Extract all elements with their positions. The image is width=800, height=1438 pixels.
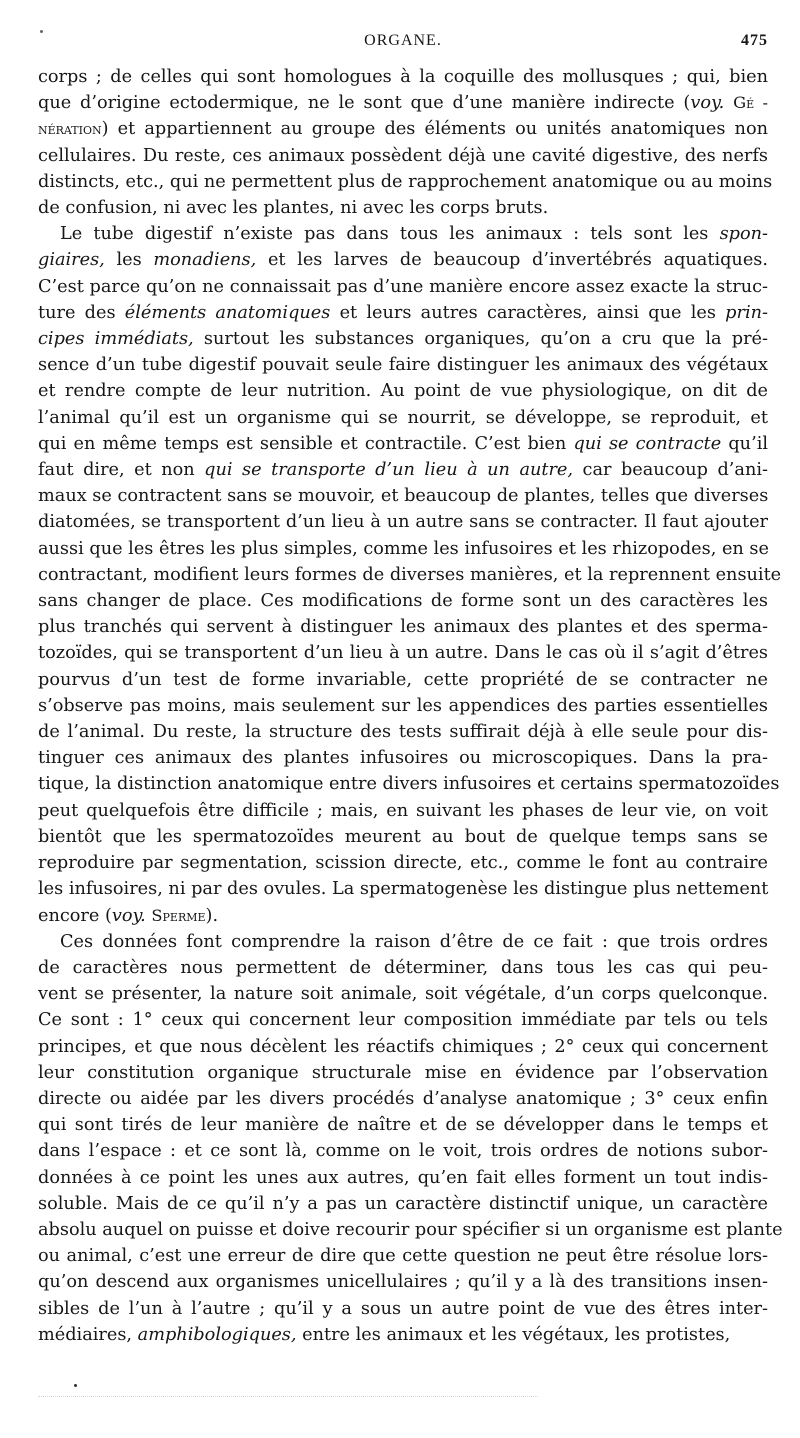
text-run: absolu auquel on puisse et doive recourir pour spécifier si un organisme est plante — [38, 1219, 783, 1240]
text-run: pourvus d’un test de forme invariable, cette propriété de se contracter ne — [38, 669, 768, 690]
italic-run: qui se transporte d’un lieu à un autre, — [204, 460, 574, 481]
italic-run: éléments anatomiques — [124, 302, 331, 323]
text-line — [38, 903, 768, 929]
text-line — [38, 326, 768, 352]
italic-run: spon- — [719, 224, 768, 245]
text-run: aussi que les êtres les plus simples, comme les infusoires et les rhizopodes, en se — [38, 538, 769, 559]
text-run: corps ; de celles qui sont homologues à la coquille des mollusques ; qui, bien — [38, 67, 768, 87]
text-line — [38, 1034, 768, 1060]
text-line — [38, 981, 768, 1007]
text-run: tinguer ces animaux des plantes infusoires ou microscopiques. Dans la pra- — [38, 748, 768, 769]
italic-run: amphibologiques, — [137, 1324, 297, 1345]
text-line — [38, 378, 768, 404]
text-run: qu’on descend aux organismes unicellulaires ; qu’il y a là des transitions insen- — [38, 1272, 768, 1293]
text-run: C’est parce qu’on ne connaissait pas d’une manière encore assez exacte la struc- — [38, 276, 768, 297]
italic-run: giaires, — [38, 250, 105, 271]
text-run: cellulaires. Du reste, ces animaux possèdent déjà une cavité digestive, des nerfs — [38, 145, 768, 166]
text-line — [38, 90, 768, 116]
text-line — [38, 640, 768, 666]
text-run: ) et appartiennent au groupe des éléments ou unités anatomiques non — [101, 119, 768, 140]
text-line — [38, 1269, 768, 1295]
text-line — [38, 300, 768, 326]
text-line — [38, 614, 768, 640]
text-run: de l’animal. Du reste, la structure des tests suffirait déjà à elle seule pour dis- — [38, 722, 768, 743]
italic-run: voy. — [111, 905, 146, 926]
text-line — [38, 405, 768, 431]
text-run: les infusoires, ni par des ovules. La spermatogenèse les distingue plus nettement — [38, 879, 769, 900]
text-line — [38, 431, 768, 457]
running-title: ORGANE. — [364, 32, 442, 49]
text-line — [38, 457, 768, 483]
italic-run: qui se contracte — [573, 433, 722, 454]
text-run: l’animal qu’il est un organisme qui se nourrit, se développe, se reproduit, et — [38, 407, 768, 428]
italic-run: cipes immédiats, — [38, 329, 194, 350]
book-page — [38, 28, 783, 1348]
text-run: plus tranchés qui servent à distinguer les animaux des plantes et des sperma- — [38, 617, 768, 638]
text-run: diatomées, se transportent d’un lieu à un autre sans se contracter. Il faut ajouter — [38, 512, 768, 533]
text-run: ). — [205, 905, 219, 926]
italic-run: voy. — [690, 93, 725, 114]
text-run: vent se présenter, la nature soit animale, soit végétale, d’un corps quelconque. — [38, 984, 768, 1005]
text-line — [38, 1060, 768, 1086]
text-run: contractant, modifient leurs formes de diverses manières, et la reprennent ensuite — [38, 564, 782, 585]
text-run: Ces données font comprendre la raison d’être de ce fait : que trois ordres — [60, 931, 768, 952]
text-run: médiaires, — [38, 1324, 138, 1345]
text-run: de confusion, ni avec les plantes, ni avec les corps bruts. — [38, 198, 549, 219]
text-line — [38, 929, 768, 955]
text-run: données à ce point les unes aux autres, qu’en fait elles forment un tout indis- — [38, 1167, 768, 1188]
text-run: leur constitution organique structurale mise en évidence par l’observation — [38, 1062, 768, 1083]
text-line — [38, 1007, 768, 1033]
text-line — [38, 955, 768, 981]
text-run: directe ou aidée par les divers procédés d’analyse anatomique ; 3° ceux enfin — [38, 1088, 768, 1109]
body-text — [38, 64, 783, 1348]
text-line — [38, 509, 768, 535]
text-run: ou animal, c’est une erreur de dire que cette question ne peut être résolue lors- — [38, 1246, 768, 1267]
text-line — [38, 64, 768, 90]
text-run: encore ( — [38, 905, 112, 926]
text-line — [38, 1322, 768, 1348]
text-run: soluble. Mais de ce qu’il n’y a pas un caractère distinctif unique, un caractère — [38, 1193, 768, 1214]
text-line — [38, 588, 768, 614]
text-line — [38, 562, 782, 588]
text-line — [38, 876, 768, 902]
text-line — [38, 798, 768, 824]
text-line — [38, 1165, 768, 1191]
italic-run: prin- — [725, 302, 768, 323]
text-line — [38, 850, 768, 876]
running-head — [38, 28, 768, 58]
small-caps-run: nération — [38, 119, 102, 139]
small-caps-run: Sperme — [151, 905, 206, 925]
text-run: reproduire par segmentation, scission directe, etc., comme le font au contraire — [38, 853, 768, 874]
text-line — [38, 195, 768, 221]
text-run: tozoïdes, qui se transportent d’un lieu à un autre. Dans le cas où il s’agit d’êtres — [38, 643, 768, 664]
text-line — [38, 1138, 768, 1164]
text-line — [38, 274, 768, 300]
text-line — [38, 719, 768, 745]
text-run: de caractères nous permettent de déterminer, dans tous les cas qui peu- — [38, 957, 768, 978]
text-run: les — [104, 250, 154, 271]
text-line — [38, 693, 768, 719]
text-run: distincts, etc., qui ne permettent plus de rapprochement anatomique ou au moins — [38, 171, 773, 192]
footer-marks — [38, 1396, 538, 1409]
text-line — [38, 221, 768, 247]
text-run: entre les animaux et les végétaux, les protistes, — [296, 1324, 731, 1345]
text-run: tique, la distinction anatomique entre divers infusoires et certains spermatozoïdes — [38, 774, 780, 795]
text-run: que d’origine ectodermique, ne le sont que d’une manière indirecte ( — [38, 93, 691, 114]
text-run: Ce sont : 1° ceux qui concernent leur composition immédiate par tels ou tels — [38, 1010, 768, 1031]
text-line — [38, 667, 768, 693]
text-line — [38, 247, 768, 273]
small-caps-run: Gé - — [733, 93, 768, 113]
text-line — [38, 352, 768, 378]
page-number: 475 — [741, 32, 768, 49]
text-run: Le tube digestif n’existe pas dans tous les animaux : tels sont les — [60, 224, 720, 245]
text-run: et rendre compte de leur nutrition. Au point de vue physiologique, on dit de — [38, 381, 768, 402]
text-run: sans changer de place. Ces modifications de forme sont un des caractères les — [38, 591, 768, 612]
text-line — [38, 824, 768, 850]
text-line — [38, 1217, 783, 1243]
text-run — [724, 93, 733, 113]
text-run: et leurs autres caractères, ainsi que les — [330, 302, 726, 323]
text-run: ture des — [38, 302, 125, 323]
text-line — [38, 1112, 768, 1138]
text-run: dans l’espace : et ce sont là, comme on le voit, trois ordres de notions subor- — [38, 1141, 768, 1162]
text-line — [38, 536, 768, 562]
text-run: peut quelquefois être difficile ; mais, en suivant les phases de leur vie, on voit — [38, 800, 768, 821]
ink-dot — [74, 1384, 77, 1387]
text-run: et les larves de beaucoup d’invertébrés aquatiques. — [256, 250, 768, 271]
text-line — [38, 745, 768, 771]
text-run: faut dire, et non — [38, 460, 205, 481]
italic-run: monadiens, — [153, 250, 257, 271]
text-run: qu’il — [721, 433, 769, 454]
text-line — [38, 143, 768, 169]
text-line — [38, 1296, 768, 1322]
text-run: principes, et que nous décèlent les réactifs chimiques ; 2° ceux qui concernent — [38, 1036, 768, 1057]
text-line — [38, 1191, 768, 1217]
text-line — [38, 1243, 768, 1269]
text-run: maux se contractent sans se mouvoir, et beaucoup de plantes, telles que diverses — [38, 486, 769, 507]
text-run: qui en même temps est sensible et contractile. C’est bien — [38, 433, 574, 454]
text-line — [38, 116, 768, 142]
text-run: bientôt que les spermatozoïdes meurent au bout de quelque temps sans se — [38, 826, 768, 847]
text-run: surtout les substances organiques, qu’on a cru que la pré- — [193, 329, 768, 350]
text-run: car beaucoup d’ani- — [573, 460, 768, 481]
text-line — [38, 1086, 768, 1112]
text-line — [38, 483, 768, 509]
text-run: s’observe pas moins, mais seulement sur les appendices des parties essentielles — [38, 695, 768, 716]
text-run: sibles de l’un à l’autre ; qu’il y a sous un autre point de vue des êtres inter- — [38, 1298, 768, 1319]
text-run: sence d’un tube digestif pouvait seule faire distinguer les animaux des végétaux — [38, 355, 768, 376]
text-line — [38, 169, 773, 195]
text-run: qui sont tirés de leur manière de naître et de se développer dans le temps et — [38, 1115, 768, 1136]
text-line — [38, 771, 780, 797]
